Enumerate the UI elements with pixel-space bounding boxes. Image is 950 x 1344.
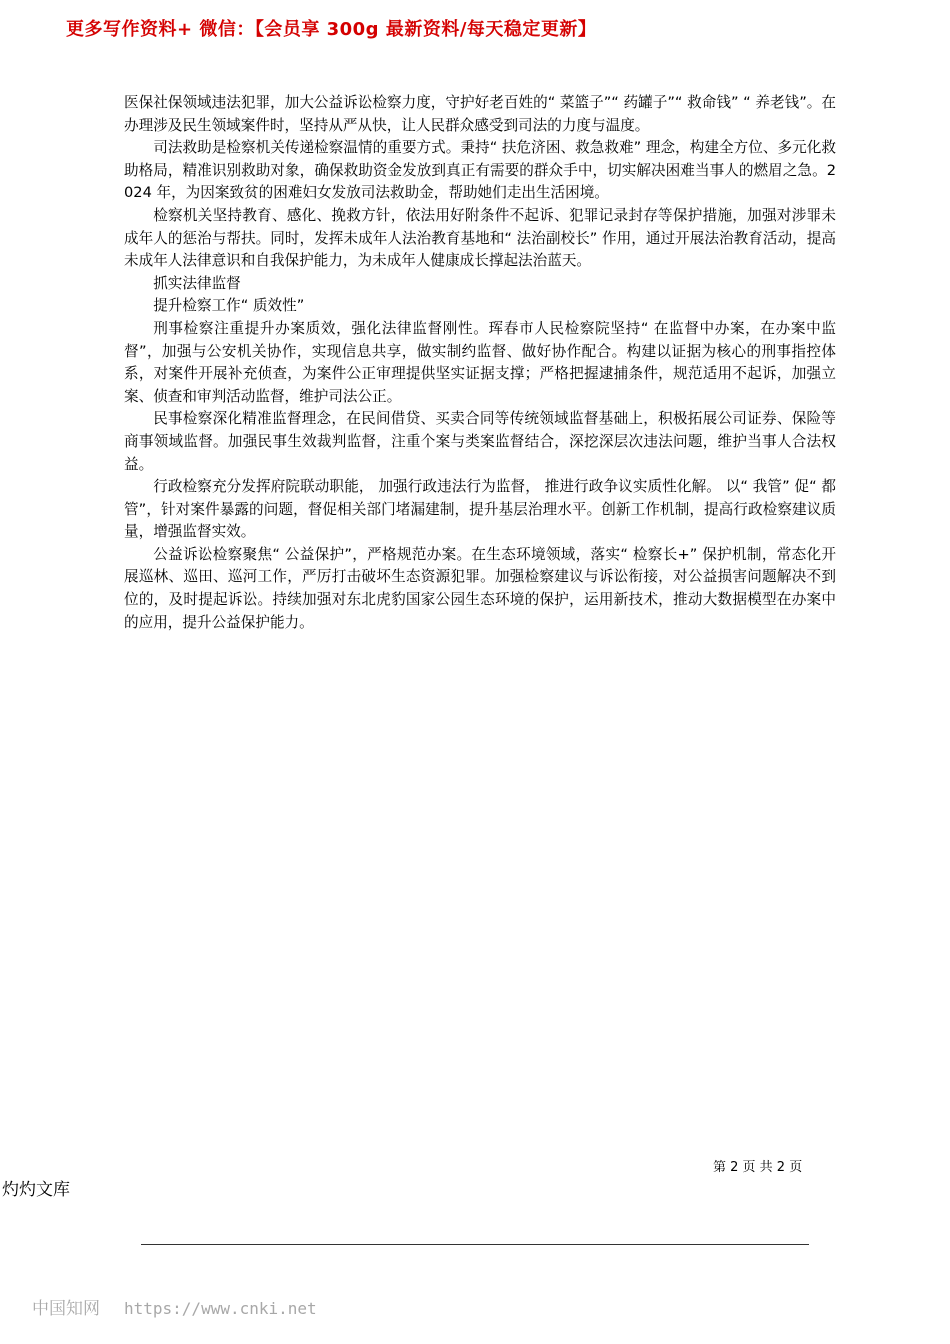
paragraph-public-interest-litigation: 公益诉讼检察聚焦“ 公益保护”，严格规范办案。在生态环境领域，落实“ 检察长+” 保护机制，常态化开展巡林、巡田、巡河工作，严厉打击破坏生态资源犯罪。加强检察建议与诉讼衔接，对公益损害问题解决不到位的，及时提起诉讼。持续加强对东北虎豹国家公园生态环境的保护，运用新技术，推动大数据模型在办案中的应用，提升公益保护能力。 bbox=[124, 545, 836, 631]
promo-banner[interactable]: 更多写作资料+ 微信：【会员享 300g 最新资料/每天稳定更新】 bbox=[66, 19, 597, 40]
page-number: 第 2 页 共 2 页 bbox=[713, 1160, 803, 1175]
footer-divider bbox=[141, 1244, 809, 1245]
watermark-url[interactable]: https://www.cnki.net bbox=[124, 1299, 317, 1318]
cnki-watermark bbox=[32, 1294, 317, 1319]
paragraph-continued: 医保社保领域违法犯罪，加大公益诉讼检察力度，守护好老百姓的“ 菜篮子”“ 药罐子”“ 救命钱” “ 养老钱”。在办理涉及民生领域案件时，坚持从严从快，让人民群众感受到司法的力度与温度。 bbox=[124, 94, 836, 134]
document-body bbox=[124, 92, 836, 634]
paragraph-civil-procuratorate: 民事检察深化精准监督理念，在民间借贷、买卖合同等传统领域监督基础上，积极拓展公司证券、保险等商事领域监督。加强民事生效裁判监督，注重个案与类案监督结合，深挖深层次违法问题，维护当事人合法权益。 bbox=[124, 410, 836, 473]
section-heading: 抓实法律监督 bbox=[153, 274, 241, 292]
paragraph-judicial-aid: 司法救助是检察机关传递检察温情的重要方式。秉持“ 扶危济困、救急救难” 理念，构建全方位、多元化救助格局，精准识别救助对象，确保救助资金发放到真正有需要的群众手中，切实解决困难当事人的燃眉之急。2024 年，为因案致贫的困难妇女发放司法救助金，帮助她们走出生活困境。 bbox=[124, 139, 836, 202]
paragraph-administrative-procuratorate: 行政检察充分发挥府院联动职能， 加强行政违法行为监督， 推进行政争议实质性化解。 以“ 我管” 促“ 都管”，针对案件暴露的问题，督促相关部门堵漏建制，提升基层治理水平。创新工作机制，提高行政检察建议质量，增强监督实效。 bbox=[124, 478, 836, 541]
site-name: 灼灼文库 bbox=[2, 1180, 70, 1200]
section-subheading: 提升检察工作“ 质效性” bbox=[153, 297, 305, 315]
watermark-name: 中国知网 bbox=[32, 1299, 100, 1319]
paragraph-minors-protection: 检察机关坚持教育、感化、挽救方针，依法用好附条件不起诉、犯罪记录封存等保护措施，加强对涉罪未成年人的惩治与帮扶。同时，发挥未成年人法治教育基地和“ 法治副校长” 作用，通过开展法治教育活动，提高未成年人法律意识和自我保护能力，为未成年人健康成长撑起法治蓝天。 bbox=[124, 206, 836, 270]
paragraph-criminal-procuratorate: 刑事检察注重提升办案质效，强化法律监督刚性。珲春市人民检察院坚持“ 在监督中办案，在办案中监督”，加强与公安机关协作，实现信息共享，做实制约监督、做好协作配合。构建以证据为核心的刑事指控体系，对案件开展补充侦查，为案件公正审理提供坚实证据支撑；严格把握逮捕条件，规范适用不起诉，加强立案、侦查和审判活动监督，维护司法公正。 bbox=[124, 319, 836, 405]
